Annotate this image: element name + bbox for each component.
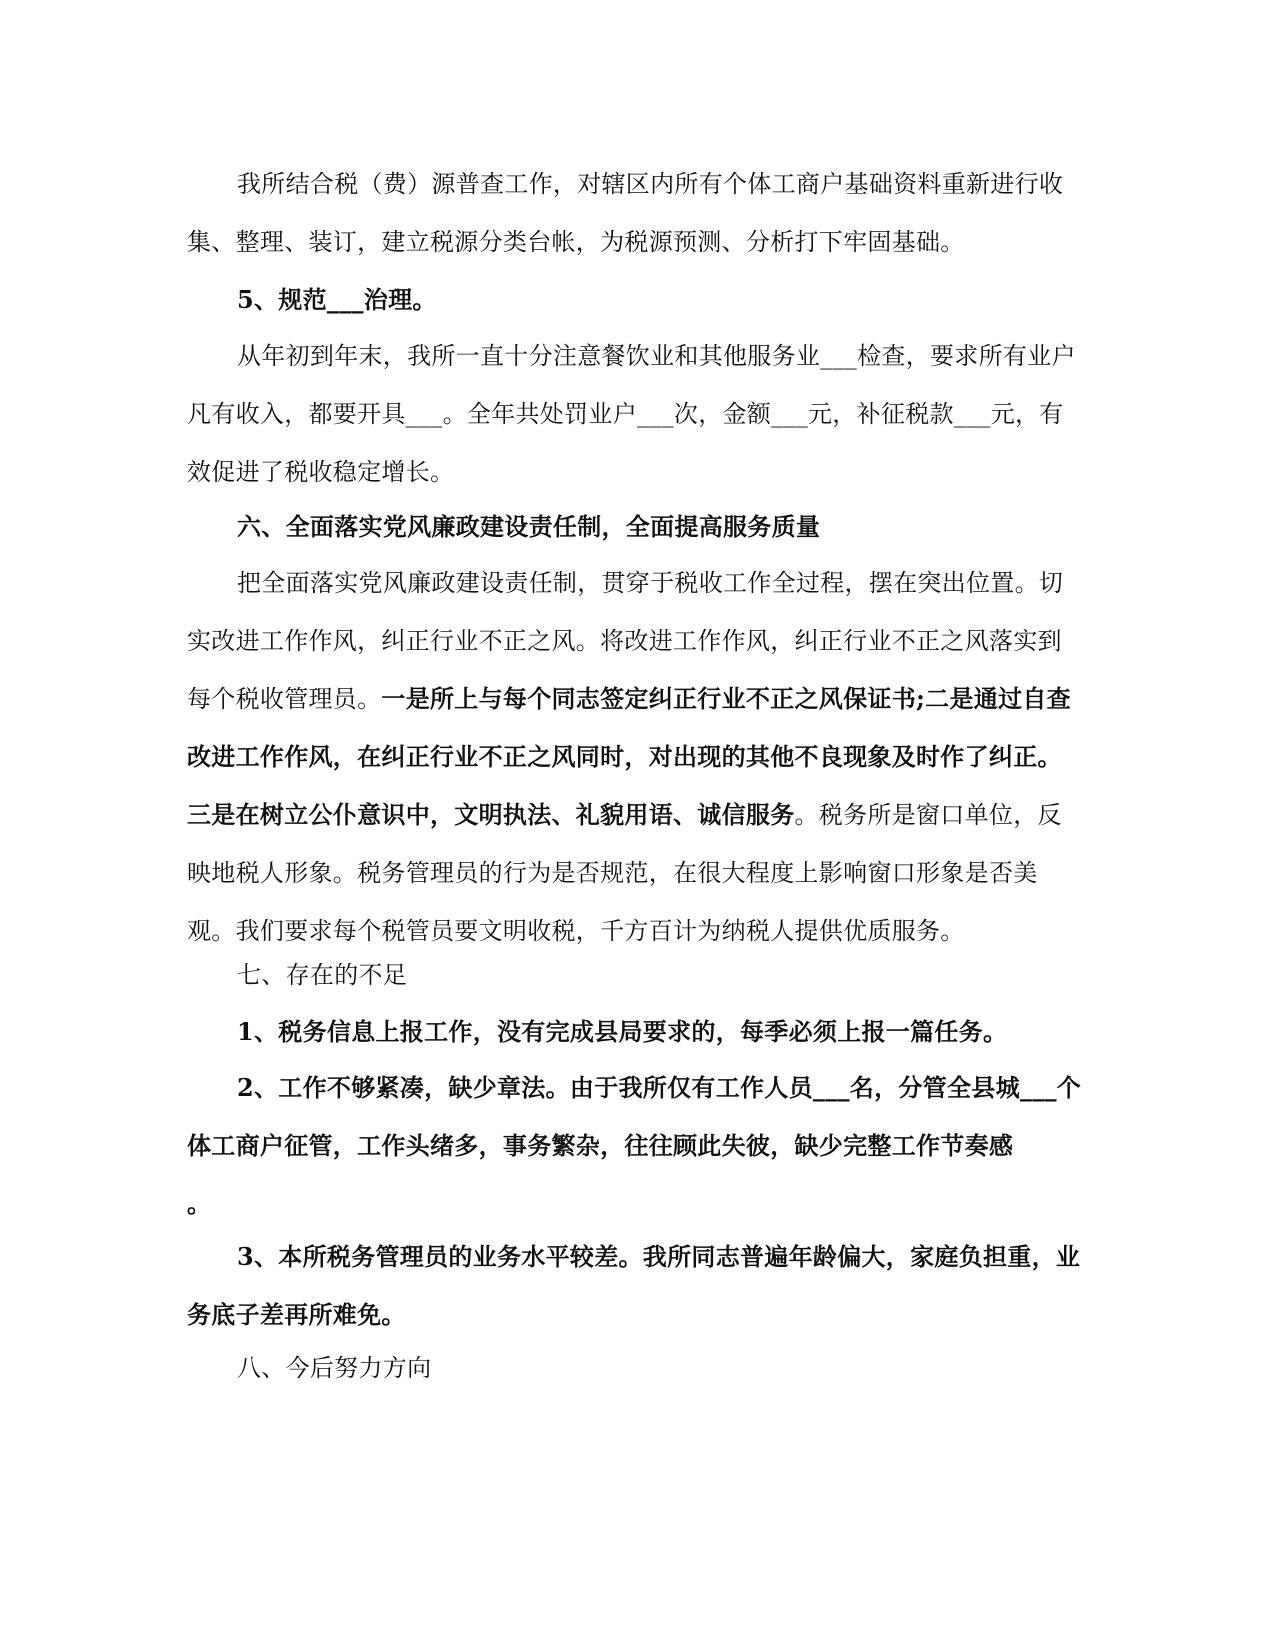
paragraph-tax-source-survey: 我所结合税（费）源普查工作，对辖区内所有个体工商户基础资料重新进行收集、整理、装订，建立税源分类台帐，为税源预测、分析打下牢固基础。 [187,170,1064,256]
heading-future-direction: 八、今后努力方向 [237,1354,432,1382]
list-item-shortcoming-2-tail: 。 [187,1189,212,1218]
paragraph-work-style-service: 。税务所是窗口单位，反映地税人形象。税务管理员的行为是否规范，在很大程度上影响窗口形象是否美观。我们要求每个税管员要文明收税，千方百计为纳税人提供优质服务。 [187,801,1062,945]
list-item-shortcoming-2-text: 2、工作不够紧凑，缺少章法。由于我所仅有工作人员___名，分管全县城___个体工商户征管，工作头绪多，事务繁杂，往往顾此失彼，缺少完整工作节奏感 [187,1073,1082,1160]
list-item-shortcoming-2 [187,1059,1082,1233]
heading-standardize-governance: 5、规范___治理。 [237,285,437,314]
paragraph-catering-inspection: 从年初到年末，我所一直十分注意餐饮业和其他服务业___检查，要求所有业户凡有收入，都要开具___。全年共处罚业户___次，金额___元，补征税款___元，有效促进了税收稳定增长。 [187,342,1076,486]
heading-party-conduct: 六、全面落实党风廉政建设责任制，全面提高服务质量 [237,512,821,541]
list-item-shortcoming-3: 3、本所税务管理员的业务水平较差。我所同志普遍年龄偏大，家庭负担重，业务底子差再所难免。 [187,1242,1081,1329]
list-item-shortcoming-1: 1、税务信息上报工作，没有完成县局要求的，每季必须上报一篇任务。 [237,1017,1008,1046]
paragraph-work-style [187,554,1082,960]
paragraph-work-style-intro: 把全面落实党风廉政建设责任制，贯穿于税收工作全过程，摆在突出位置。切实改进工作作风，纠正行业不正之风。将改进工作作风，纠正行业不正之风落实到每个税收管理员。 [187,569,1064,713]
heading-shortcomings: 七、存在的不足 [237,961,408,989]
paragraph-work-style-measures: 一是所上与每个同志签定纠正行业不正之风保证书;二是通过自查改进工作作风，在纠正行业不正之风同时，对出现的其他不良现象及时作了纠正。三是在树立公仆意识中，文明执法、礼貌用语、诚信服务 [187,684,1071,829]
